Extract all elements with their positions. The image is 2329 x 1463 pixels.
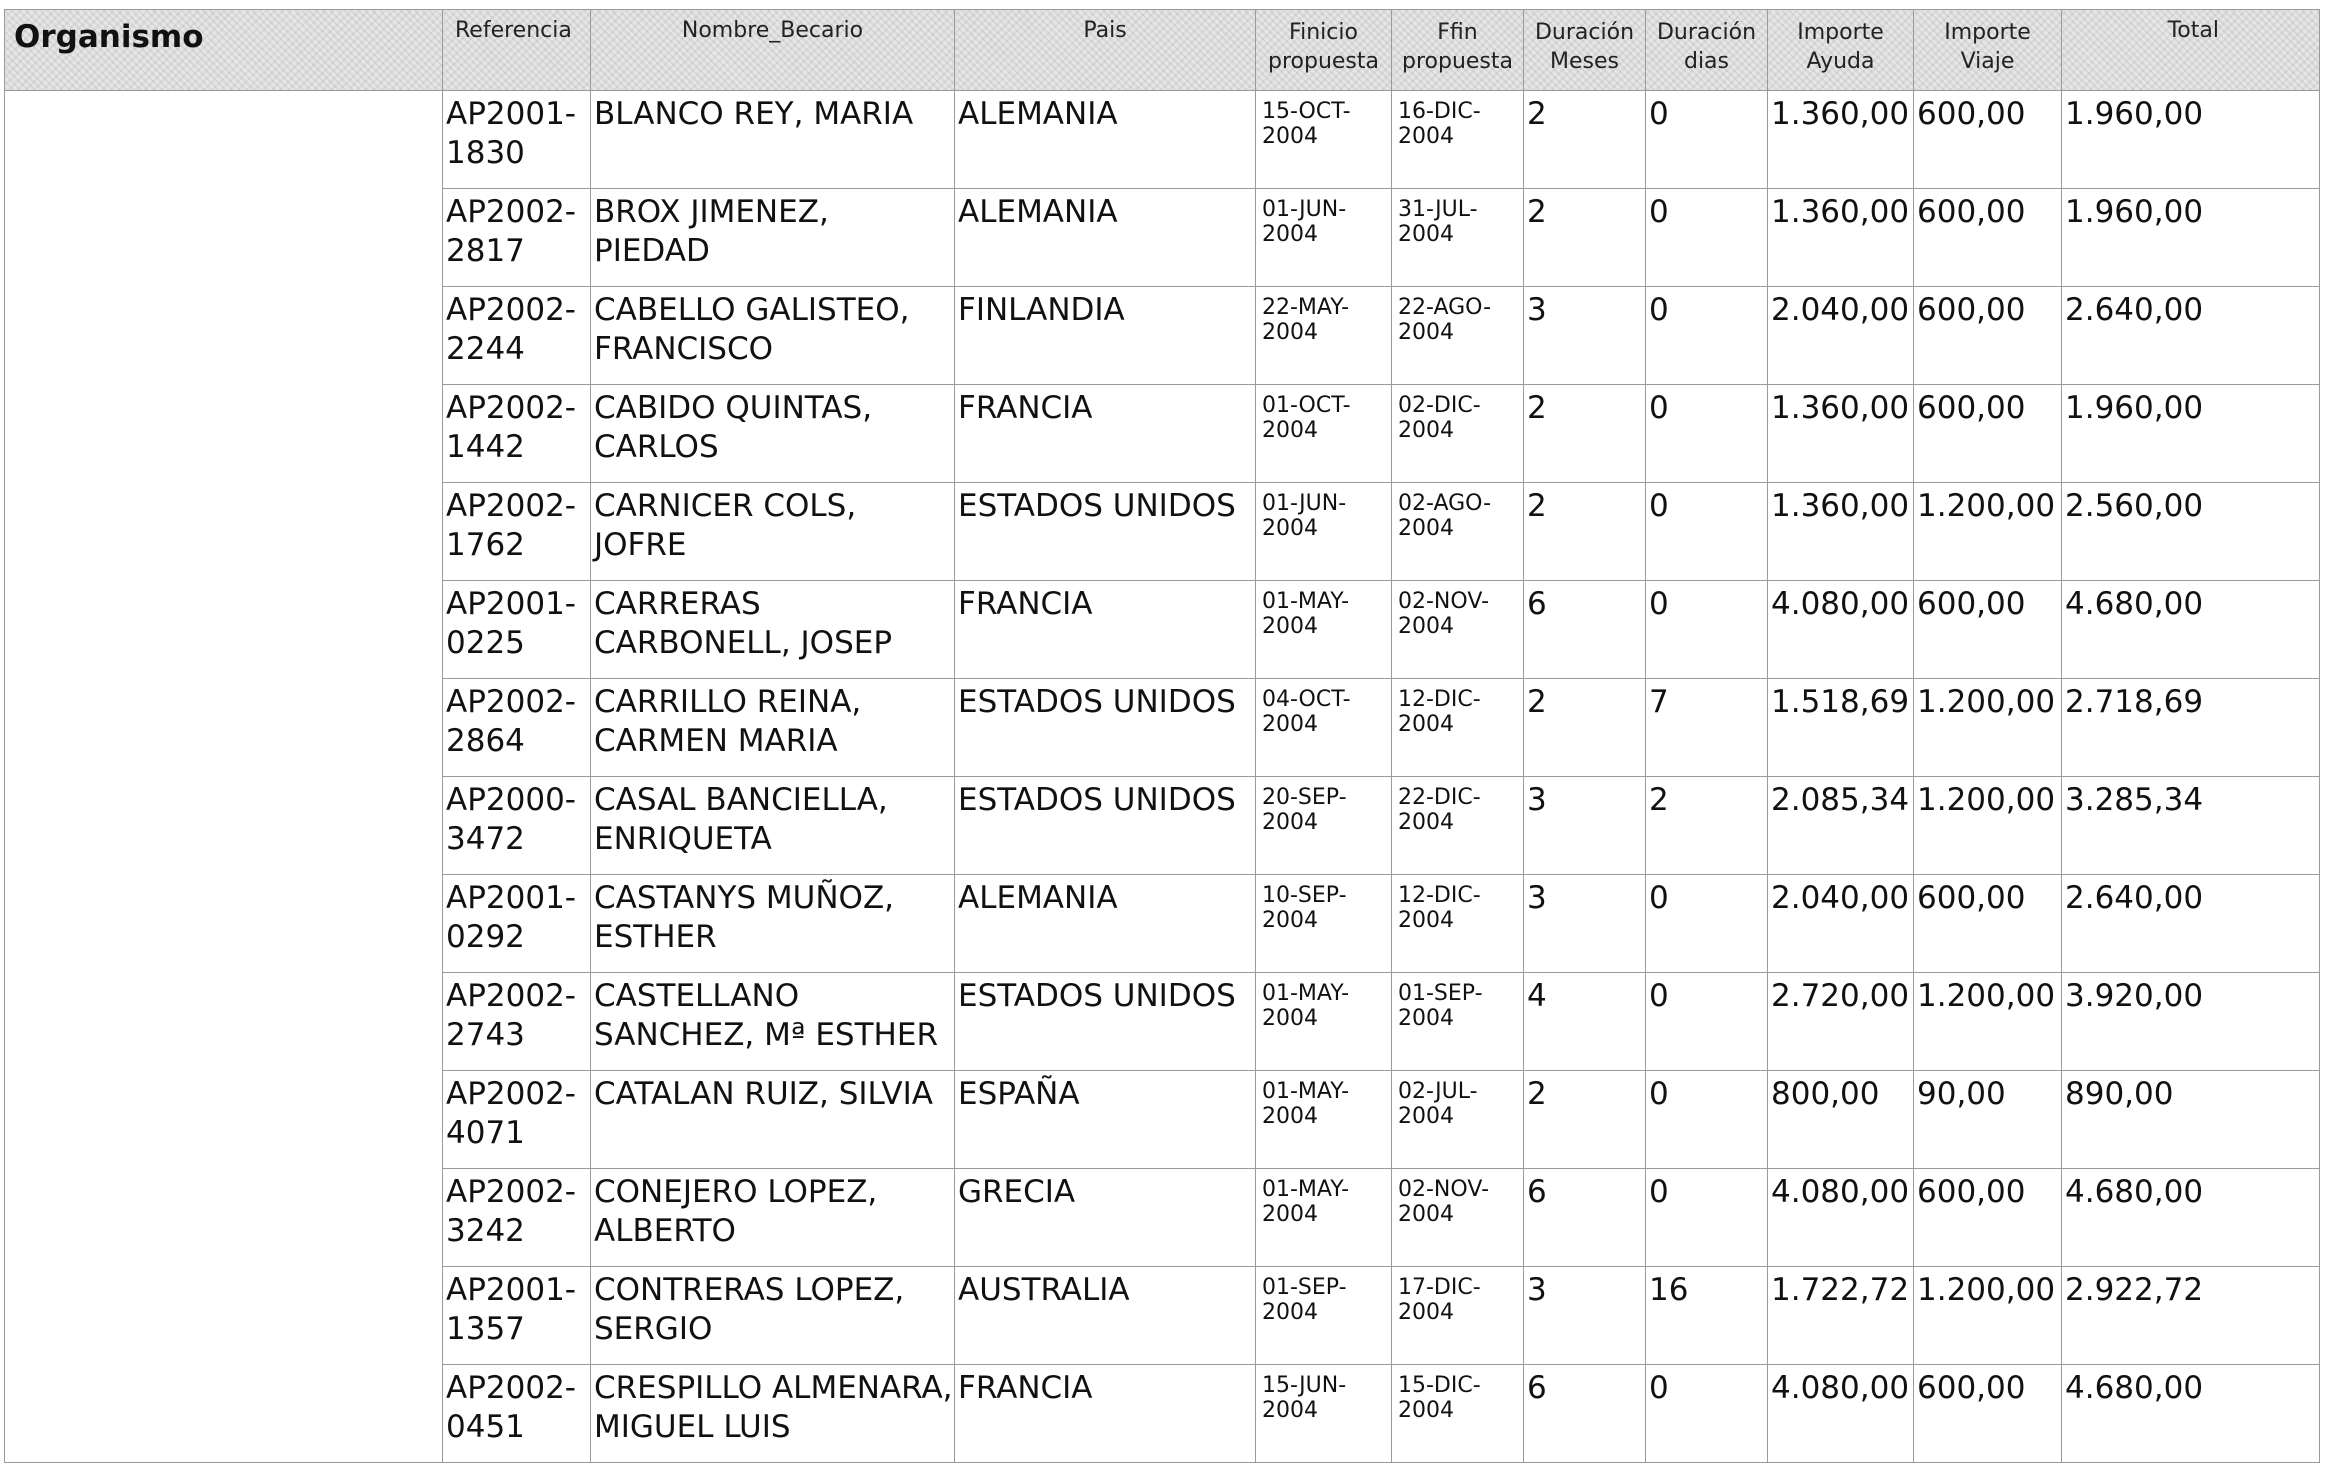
cell-organismo (5, 91, 443, 1463)
cell-importe-viaje (1914, 581, 2062, 679)
cell-pais-text: FRANCIA (958, 1370, 1093, 1406)
cell-referencia-text: AP2002-2244 (446, 292, 576, 367)
cell-referencia (443, 875, 591, 973)
cell-fecha-fin-text: 02-NOV-2004 (1398, 589, 1490, 639)
cell-duracion-dias (1646, 189, 1768, 287)
cell-pais-text: FINLANDIA (958, 292, 1125, 328)
cell-pais-text: AUSTRALIA (958, 1272, 1130, 1308)
cell-total-text: 2.640,00 (2065, 292, 2204, 328)
cell-importe-ayuda (1768, 973, 1914, 1071)
cell-duracion-meses-text: 3 (1527, 880, 1547, 916)
cell-nombre-becario-text: BROX JIMENEZ, PIEDAD (594, 194, 829, 269)
cell-total (2062, 189, 2320, 287)
cell-duracion-meses-text: 3 (1527, 1272, 1547, 1308)
cell-importe-viaje (1914, 385, 2062, 483)
cell-fecha-fin-text: 02-DIC-2004 (1398, 393, 1481, 443)
cell-importe-viaje (1914, 91, 2062, 189)
cell-importe-ayuda (1768, 875, 1914, 973)
cell-pais-text: ESTADOS UNIDOS (958, 978, 1236, 1014)
cell-importe-ayuda-text: 1.360,00 (1771, 390, 1910, 426)
cell-importe-viaje-text: 1.200,00 (1917, 978, 2056, 1014)
cell-referencia (443, 679, 591, 777)
cell-duracion-dias-text: 0 (1649, 194, 1669, 230)
cell-total-text: 3.920,00 (2065, 978, 2204, 1014)
cell-nombre-becario-text: CONEJERO LOPEZ, ALBERTO (594, 1174, 878, 1249)
cell-duracion-meses (1524, 483, 1646, 581)
cell-importe-ayuda-text: 1.722,72 (1771, 1272, 1910, 1308)
cell-importe-ayuda-text: 4.080,00 (1771, 586, 1910, 622)
cell-nombre-becario-text: CASAL BANCIELLA, ENRIQUETA (594, 782, 888, 857)
cell-fecha-inicio-text: 01-MAY-2004 (1262, 981, 1350, 1031)
cell-total (2062, 1169, 2320, 1267)
cell-duracion-dias (1646, 1267, 1768, 1365)
cell-referencia (443, 91, 591, 189)
cell-duracion-meses (1524, 1267, 1646, 1365)
cell-importe-viaje-text: 600,00 (1917, 1370, 2026, 1406)
cell-nombre-becario-text: CARRILLO REINA, CARMEN MARIA (594, 684, 862, 759)
cell-duracion-meses-text: 2 (1527, 194, 1547, 230)
cell-fecha-inicio-text: 01-OCT-2004 (1262, 393, 1351, 443)
cell-importe-ayuda (1768, 1365, 1914, 1463)
cell-referencia (443, 777, 591, 875)
cell-nombre-becario-text: CABELLO GALISTEO, FRANCISCO (594, 292, 910, 367)
cell-referencia (443, 581, 591, 679)
cell-nombre-becario (591, 287, 955, 385)
cell-duracion-meses-text: 6 (1527, 586, 1547, 622)
cell-duracion-dias (1646, 581, 1768, 679)
cell-referencia (443, 189, 591, 287)
cell-importe-viaje (1914, 1169, 2062, 1267)
cell-nombre-becario-text: CATALAN RUIZ, SILVIA (594, 1076, 933, 1112)
cell-nombre-becario (591, 581, 955, 679)
cell-duracion-dias-text: 0 (1649, 1174, 1669, 1210)
cell-nombre-becario-text: CARNICER COLS, JOFRE (594, 488, 857, 563)
cell-importe-viaje-text: 1.200,00 (1917, 782, 2056, 818)
cell-fecha-inicio (1256, 875, 1392, 973)
cell-fecha-fin-text: 15-DIC-2004 (1398, 1373, 1481, 1423)
cell-importe-ayuda-text: 1.360,00 (1771, 96, 1910, 132)
cell-pais (955, 189, 1256, 287)
header-total: Total (2062, 10, 2320, 91)
cell-referencia-text: AP2000-3472 (446, 782, 576, 857)
cell-duracion-dias-text: 0 (1649, 96, 1669, 132)
cell-referencia-text: AP2002-4071 (446, 1076, 576, 1151)
cell-duracion-meses (1524, 1169, 1646, 1267)
cell-importe-viaje-text: 90,00 (1917, 1076, 2006, 1112)
cell-nombre-becario-text: CASTANYS MUÑOZ, ESTHER (594, 880, 895, 955)
cell-referencia-text: AP2002-1762 (446, 488, 576, 563)
cell-fecha-fin-text: 22-AGO-2004 (1398, 295, 1492, 345)
cell-referencia-text: AP2002-3242 (446, 1174, 576, 1249)
cell-duracion-dias (1646, 385, 1768, 483)
cell-pais-text: ESPAÑA (958, 1076, 1080, 1112)
cell-duracion-meses (1524, 189, 1646, 287)
cell-pais (955, 385, 1256, 483)
cell-importe-ayuda-text: 2.040,00 (1771, 292, 1910, 328)
cell-duracion-meses (1524, 287, 1646, 385)
cell-duracion-meses (1524, 973, 1646, 1071)
cell-duracion-dias-text: 0 (1649, 488, 1669, 524)
cell-fecha-inicio (1256, 385, 1392, 483)
cell-pais (955, 679, 1256, 777)
cell-importe-viaje-text: 1.200,00 (1917, 1272, 2056, 1308)
header-finicio: Finicio propuesta (1256, 10, 1392, 91)
cell-nombre-becario (591, 679, 955, 777)
cell-pais (955, 483, 1256, 581)
cell-fecha-inicio-text: 01-JUN-2004 (1262, 491, 1347, 541)
cell-importe-ayuda-text: 1.360,00 (1771, 194, 1910, 230)
cell-fecha-fin-text: 17-DIC-2004 (1398, 1275, 1481, 1325)
cell-importe-ayuda-text: 2.720,00 (1771, 978, 1910, 1014)
cell-fecha-inicio-text: 15-JUN-2004 (1262, 1373, 1347, 1423)
cell-fecha-inicio-text: 01-MAY-2004 (1262, 589, 1350, 639)
cell-duracion-dias (1646, 1169, 1768, 1267)
cell-fecha-inicio-text: 10-SEP-2004 (1262, 883, 1347, 933)
cell-nombre-becario (591, 189, 955, 287)
cell-nombre-becario (591, 91, 955, 189)
cell-duracion-dias (1646, 483, 1768, 581)
cell-importe-viaje (1914, 287, 2062, 385)
cell-total (2062, 287, 2320, 385)
cell-importe-ayuda-text: 800,00 (1771, 1076, 1880, 1112)
cell-fecha-fin-text: 01-SEP-2004 (1398, 981, 1483, 1031)
cell-referencia-text: AP2001-0292 (446, 880, 576, 955)
cell-total-text: 2.718,69 (2065, 684, 2204, 720)
cell-referencia-text: AP2002-2743 (446, 978, 576, 1053)
cell-nombre-becario (591, 777, 955, 875)
cell-total (2062, 1071, 2320, 1169)
cell-referencia (443, 1169, 591, 1267)
cell-fecha-inicio-text: 01-MAY-2004 (1262, 1079, 1350, 1129)
cell-total (2062, 973, 2320, 1071)
cell-importe-ayuda (1768, 91, 1914, 189)
cell-nombre-becario (591, 1267, 955, 1365)
cell-duracion-meses-text: 2 (1527, 390, 1547, 426)
cell-fecha-inicio-text: 01-SEP-2004 (1262, 1275, 1347, 1325)
cell-fecha-fin (1392, 777, 1524, 875)
cell-importe-viaje (1914, 1267, 2062, 1365)
cell-importe-ayuda (1768, 385, 1914, 483)
cell-importe-ayuda (1768, 1071, 1914, 1169)
cell-total-text: 4.680,00 (2065, 1174, 2204, 1210)
cell-fecha-inicio-text: 22-MAY-2004 (1262, 295, 1350, 345)
cell-fecha-inicio (1256, 973, 1392, 1071)
cell-duracion-meses (1524, 875, 1646, 973)
cell-total-text: 3.285,34 (2065, 782, 2204, 818)
header-duracion-meses: Duración Meses (1524, 10, 1646, 91)
cell-importe-viaje-text: 600,00 (1917, 586, 2026, 622)
table-body (5, 91, 2320, 1463)
cell-nombre-becario-text: CARRERAS CARBONELL, JOSEP (594, 586, 893, 661)
cell-pais-text: FRANCIA (958, 586, 1093, 622)
cell-duracion-meses (1524, 1365, 1646, 1463)
cell-total-text: 1.960,00 (2065, 390, 2204, 426)
cell-referencia (443, 385, 591, 483)
cell-fecha-inicio (1256, 189, 1392, 287)
cell-pais-text: ALEMANIA (958, 194, 1118, 230)
cell-importe-viaje (1914, 875, 2062, 973)
cell-fecha-inicio-text: 01-JUN-2004 (1262, 197, 1347, 247)
cell-importe-viaje (1914, 189, 2062, 287)
cell-nombre-becario (591, 973, 955, 1071)
cell-duracion-meses-text: 2 (1527, 96, 1547, 132)
cell-nombre-becario (591, 1169, 955, 1267)
cell-duracion-dias (1646, 287, 1768, 385)
cell-duracion-meses (1524, 679, 1646, 777)
cell-total-text: 1.960,00 (2065, 194, 2204, 230)
cell-pais (955, 875, 1256, 973)
cell-duracion-dias-text: 0 (1649, 978, 1669, 1014)
cell-nombre-becario (591, 1071, 955, 1169)
cell-importe-viaje-text: 600,00 (1917, 194, 2026, 230)
cell-importe-ayuda (1768, 189, 1914, 287)
header-ffin: Ffin propuesta (1392, 10, 1524, 91)
cell-fecha-inicio (1256, 1169, 1392, 1267)
cell-duracion-dias (1646, 777, 1768, 875)
cell-referencia (443, 483, 591, 581)
cell-fecha-fin-text: 02-JUL-2004 (1398, 1079, 1478, 1129)
cell-nombre-becario (591, 1365, 955, 1463)
cell-pais (955, 91, 1256, 189)
cell-duracion-dias (1646, 679, 1768, 777)
cell-fecha-fin (1392, 287, 1524, 385)
cell-duracion-dias-text: 0 (1649, 292, 1669, 328)
cell-fecha-fin-text: 31-JUL-2004 (1398, 197, 1478, 247)
cell-pais (955, 581, 1256, 679)
cell-total-text: 4.680,00 (2065, 1370, 2204, 1406)
cell-total-text: 2.640,00 (2065, 880, 2204, 916)
cell-duracion-dias-text: 0 (1649, 1076, 1669, 1112)
cell-duracion-dias-text: 0 (1649, 1370, 1669, 1406)
cell-importe-ayuda (1768, 287, 1914, 385)
cell-importe-viaje-text: 1.200,00 (1917, 488, 2056, 524)
cell-total (2062, 385, 2320, 483)
cell-importe-viaje-text: 600,00 (1917, 880, 2026, 916)
cell-pais-text: GRECIA (958, 1174, 1076, 1210)
cell-duracion-dias (1646, 875, 1768, 973)
cell-duracion-dias-text: 2 (1649, 782, 1669, 818)
cell-fecha-inicio (1256, 483, 1392, 581)
cell-duracion-meses (1524, 385, 1646, 483)
cell-total-text: 2.922,72 (2065, 1272, 2204, 1308)
cell-fecha-inicio (1256, 679, 1392, 777)
header-pais: Pais (955, 10, 1256, 91)
cell-duracion-meses (1524, 1071, 1646, 1169)
cell-total (2062, 777, 2320, 875)
cell-duracion-dias-text: 0 (1649, 390, 1669, 426)
cell-fecha-fin (1392, 1267, 1524, 1365)
cell-duracion-meses-text: 3 (1527, 292, 1547, 328)
cell-importe-ayuda-text: 4.080,00 (1771, 1370, 1910, 1406)
cell-fecha-fin-text: 12-DIC-2004 (1398, 883, 1481, 933)
cell-referencia-text: AP2002-1442 (446, 390, 576, 465)
cell-total-text: 4.680,00 (2065, 586, 2204, 622)
cell-fecha-fin (1392, 189, 1524, 287)
header-importe-ayuda: Importe Ayuda (1768, 10, 1914, 91)
cell-fecha-fin (1392, 875, 1524, 973)
cell-fecha-inicio-text: 01-MAY-2004 (1262, 1177, 1350, 1227)
cell-pais-text: ALEMANIA (958, 96, 1118, 132)
cell-importe-ayuda (1768, 777, 1914, 875)
cell-total (2062, 875, 2320, 973)
cell-pais (955, 1071, 1256, 1169)
cell-duracion-dias (1646, 1365, 1768, 1463)
cell-fecha-inicio (1256, 1365, 1392, 1463)
cell-duracion-dias (1646, 973, 1768, 1071)
cell-total (2062, 1365, 2320, 1463)
cell-importe-viaje-text: 600,00 (1917, 390, 2026, 426)
cell-importe-ayuda-text: 2.085,34 (1771, 782, 1910, 818)
cell-total (2062, 1267, 2320, 1365)
header-organismo: Organismo (5, 10, 443, 91)
cell-pais (955, 1169, 1256, 1267)
cell-fecha-inicio (1256, 287, 1392, 385)
cell-duracion-meses-text: 6 (1527, 1174, 1547, 1210)
cell-importe-ayuda-text: 1.360,00 (1771, 488, 1910, 524)
cell-fecha-fin-text: 16-DIC-2004 (1398, 99, 1481, 149)
cell-importe-ayuda (1768, 1267, 1914, 1365)
cell-importe-viaje-text: 600,00 (1917, 96, 2026, 132)
cell-importe-ayuda (1768, 581, 1914, 679)
cell-duracion-meses-text: 2 (1527, 684, 1547, 720)
header-importe-viaje: Importe Viaje (1914, 10, 2062, 91)
cell-pais (955, 973, 1256, 1071)
cell-duracion-meses-text: 2 (1527, 488, 1547, 524)
cell-fecha-fin (1392, 91, 1524, 189)
cell-fecha-inicio (1256, 581, 1392, 679)
cell-pais-text: ESTADOS UNIDOS (958, 684, 1236, 720)
cell-importe-viaje (1914, 1365, 2062, 1463)
cell-pais-text: ESTADOS UNIDOS (958, 782, 1236, 818)
cell-pais-text: ALEMANIA (958, 880, 1118, 916)
header-referencia: Referencia (443, 10, 591, 91)
cell-fecha-fin (1392, 1071, 1524, 1169)
cell-nombre-becario (591, 385, 955, 483)
cell-fecha-fin (1392, 385, 1524, 483)
cell-pais (955, 777, 1256, 875)
cell-pais (955, 287, 1256, 385)
cell-duracion-meses-text: 4 (1527, 978, 1547, 1014)
cell-fecha-fin-text: 22-DIC-2004 (1398, 785, 1481, 835)
cell-importe-viaje (1914, 1071, 2062, 1169)
cell-duracion-dias (1646, 1071, 1768, 1169)
cell-duracion-meses (1524, 581, 1646, 679)
cell-importe-ayuda-text: 2.040,00 (1771, 880, 1910, 916)
cell-fecha-fin-text: 02-AGO-2004 (1398, 491, 1492, 541)
cell-duracion-dias (1646, 91, 1768, 189)
cell-fecha-inicio (1256, 91, 1392, 189)
cell-importe-viaje (1914, 679, 2062, 777)
cell-fecha-inicio-text: 20-SEP-2004 (1262, 785, 1347, 835)
cell-nombre-becario-text: CONTRERAS LOPEZ, SERGIO (594, 1272, 905, 1347)
becarios-table (4, 9, 2320, 1463)
cell-referencia-text: AP2002-0451 (446, 1370, 576, 1445)
cell-pais (955, 1267, 1256, 1365)
cell-nombre-becario-text: CASTELLANO SANCHEZ, Mª ESTHER (594, 978, 938, 1053)
cell-importe-ayuda (1768, 1169, 1914, 1267)
cell-importe-ayuda (1768, 483, 1914, 581)
cell-referencia (443, 287, 591, 385)
table-row (5, 91, 2320, 189)
cell-fecha-inicio (1256, 1267, 1392, 1365)
cell-pais-text: ESTADOS UNIDOS (958, 488, 1236, 524)
cell-referencia (443, 973, 591, 1071)
table-header-row (5, 10, 2320, 91)
cell-importe-viaje-text: 600,00 (1917, 292, 2026, 328)
cell-duracion-meses-text: 2 (1527, 1076, 1547, 1112)
cell-fecha-inicio-text: 15-OCT-2004 (1262, 99, 1351, 149)
header-nombre-becario: Nombre_Becario (591, 10, 955, 91)
cell-duracion-meses-text: 3 (1527, 782, 1547, 818)
cell-fecha-fin-text: 02-NOV-2004 (1398, 1177, 1490, 1227)
cell-pais (955, 1365, 1256, 1463)
cell-duracion-meses (1524, 777, 1646, 875)
cell-total (2062, 581, 2320, 679)
cell-fecha-fin (1392, 1169, 1524, 1267)
cell-nombre-becario (591, 875, 955, 973)
cell-referencia (443, 1365, 591, 1463)
cell-nombre-becario (591, 483, 955, 581)
cell-fecha-inicio (1256, 777, 1392, 875)
cell-total-text: 2.560,00 (2065, 488, 2204, 524)
cell-duracion-meses (1524, 91, 1646, 189)
cell-nombre-becario-text: BLANCO REY, MARIA (594, 96, 914, 132)
cell-pais-text: FRANCIA (958, 390, 1093, 426)
cell-importe-viaje (1914, 973, 2062, 1071)
cell-duracion-dias-text: 0 (1649, 880, 1669, 916)
cell-referencia-text: AP2002-2817 (446, 194, 576, 269)
cell-total-text: 1.960,00 (2065, 96, 2204, 132)
cell-referencia-text: AP2001-0225 (446, 586, 576, 661)
cell-referencia (443, 1071, 591, 1169)
cell-referencia-text: AP2001-1357 (446, 1272, 576, 1347)
cell-nombre-becario-text: CABIDO QUINTAS, CARLOS (594, 390, 873, 465)
cell-fecha-fin (1392, 679, 1524, 777)
cell-fecha-fin (1392, 1365, 1524, 1463)
cell-duracion-meses-text: 6 (1527, 1370, 1547, 1406)
cell-fecha-fin (1392, 973, 1524, 1071)
header-duracion-dias: Duración dias (1646, 10, 1768, 91)
cell-duracion-dias-text: 7 (1649, 684, 1669, 720)
cell-referencia-text: AP2002-2864 (446, 684, 576, 759)
cell-importe-ayuda-text: 1.518,69 (1771, 684, 1910, 720)
cell-fecha-inicio (1256, 1071, 1392, 1169)
cell-fecha-inicio-text: 04-OCT-2004 (1262, 687, 1351, 737)
cell-importe-viaje-text: 1.200,00 (1917, 684, 2056, 720)
cell-total (2062, 91, 2320, 189)
cell-total (2062, 679, 2320, 777)
cell-fecha-fin (1392, 581, 1524, 679)
cell-referencia-text: AP2001-1830 (446, 96, 576, 171)
cell-nombre-becario-text: CRESPILLO ALMENARA, MIGUEL LUIS (594, 1370, 953, 1445)
cell-referencia (443, 1267, 591, 1365)
cell-fecha-fin-text: 12-DIC-2004 (1398, 687, 1481, 737)
cell-importe-viaje (1914, 483, 2062, 581)
cell-importe-viaje-text: 600,00 (1917, 1174, 2026, 1210)
cell-importe-ayuda (1768, 679, 1914, 777)
cell-total (2062, 483, 2320, 581)
cell-importe-viaje (1914, 777, 2062, 875)
cell-total-text: 890,00 (2065, 1076, 2174, 1112)
cell-duracion-dias-text: 0 (1649, 586, 1669, 622)
cell-importe-ayuda-text: 4.080,00 (1771, 1174, 1910, 1210)
cell-fecha-fin (1392, 483, 1524, 581)
cell-duracion-dias-text: 16 (1649, 1272, 1689, 1308)
